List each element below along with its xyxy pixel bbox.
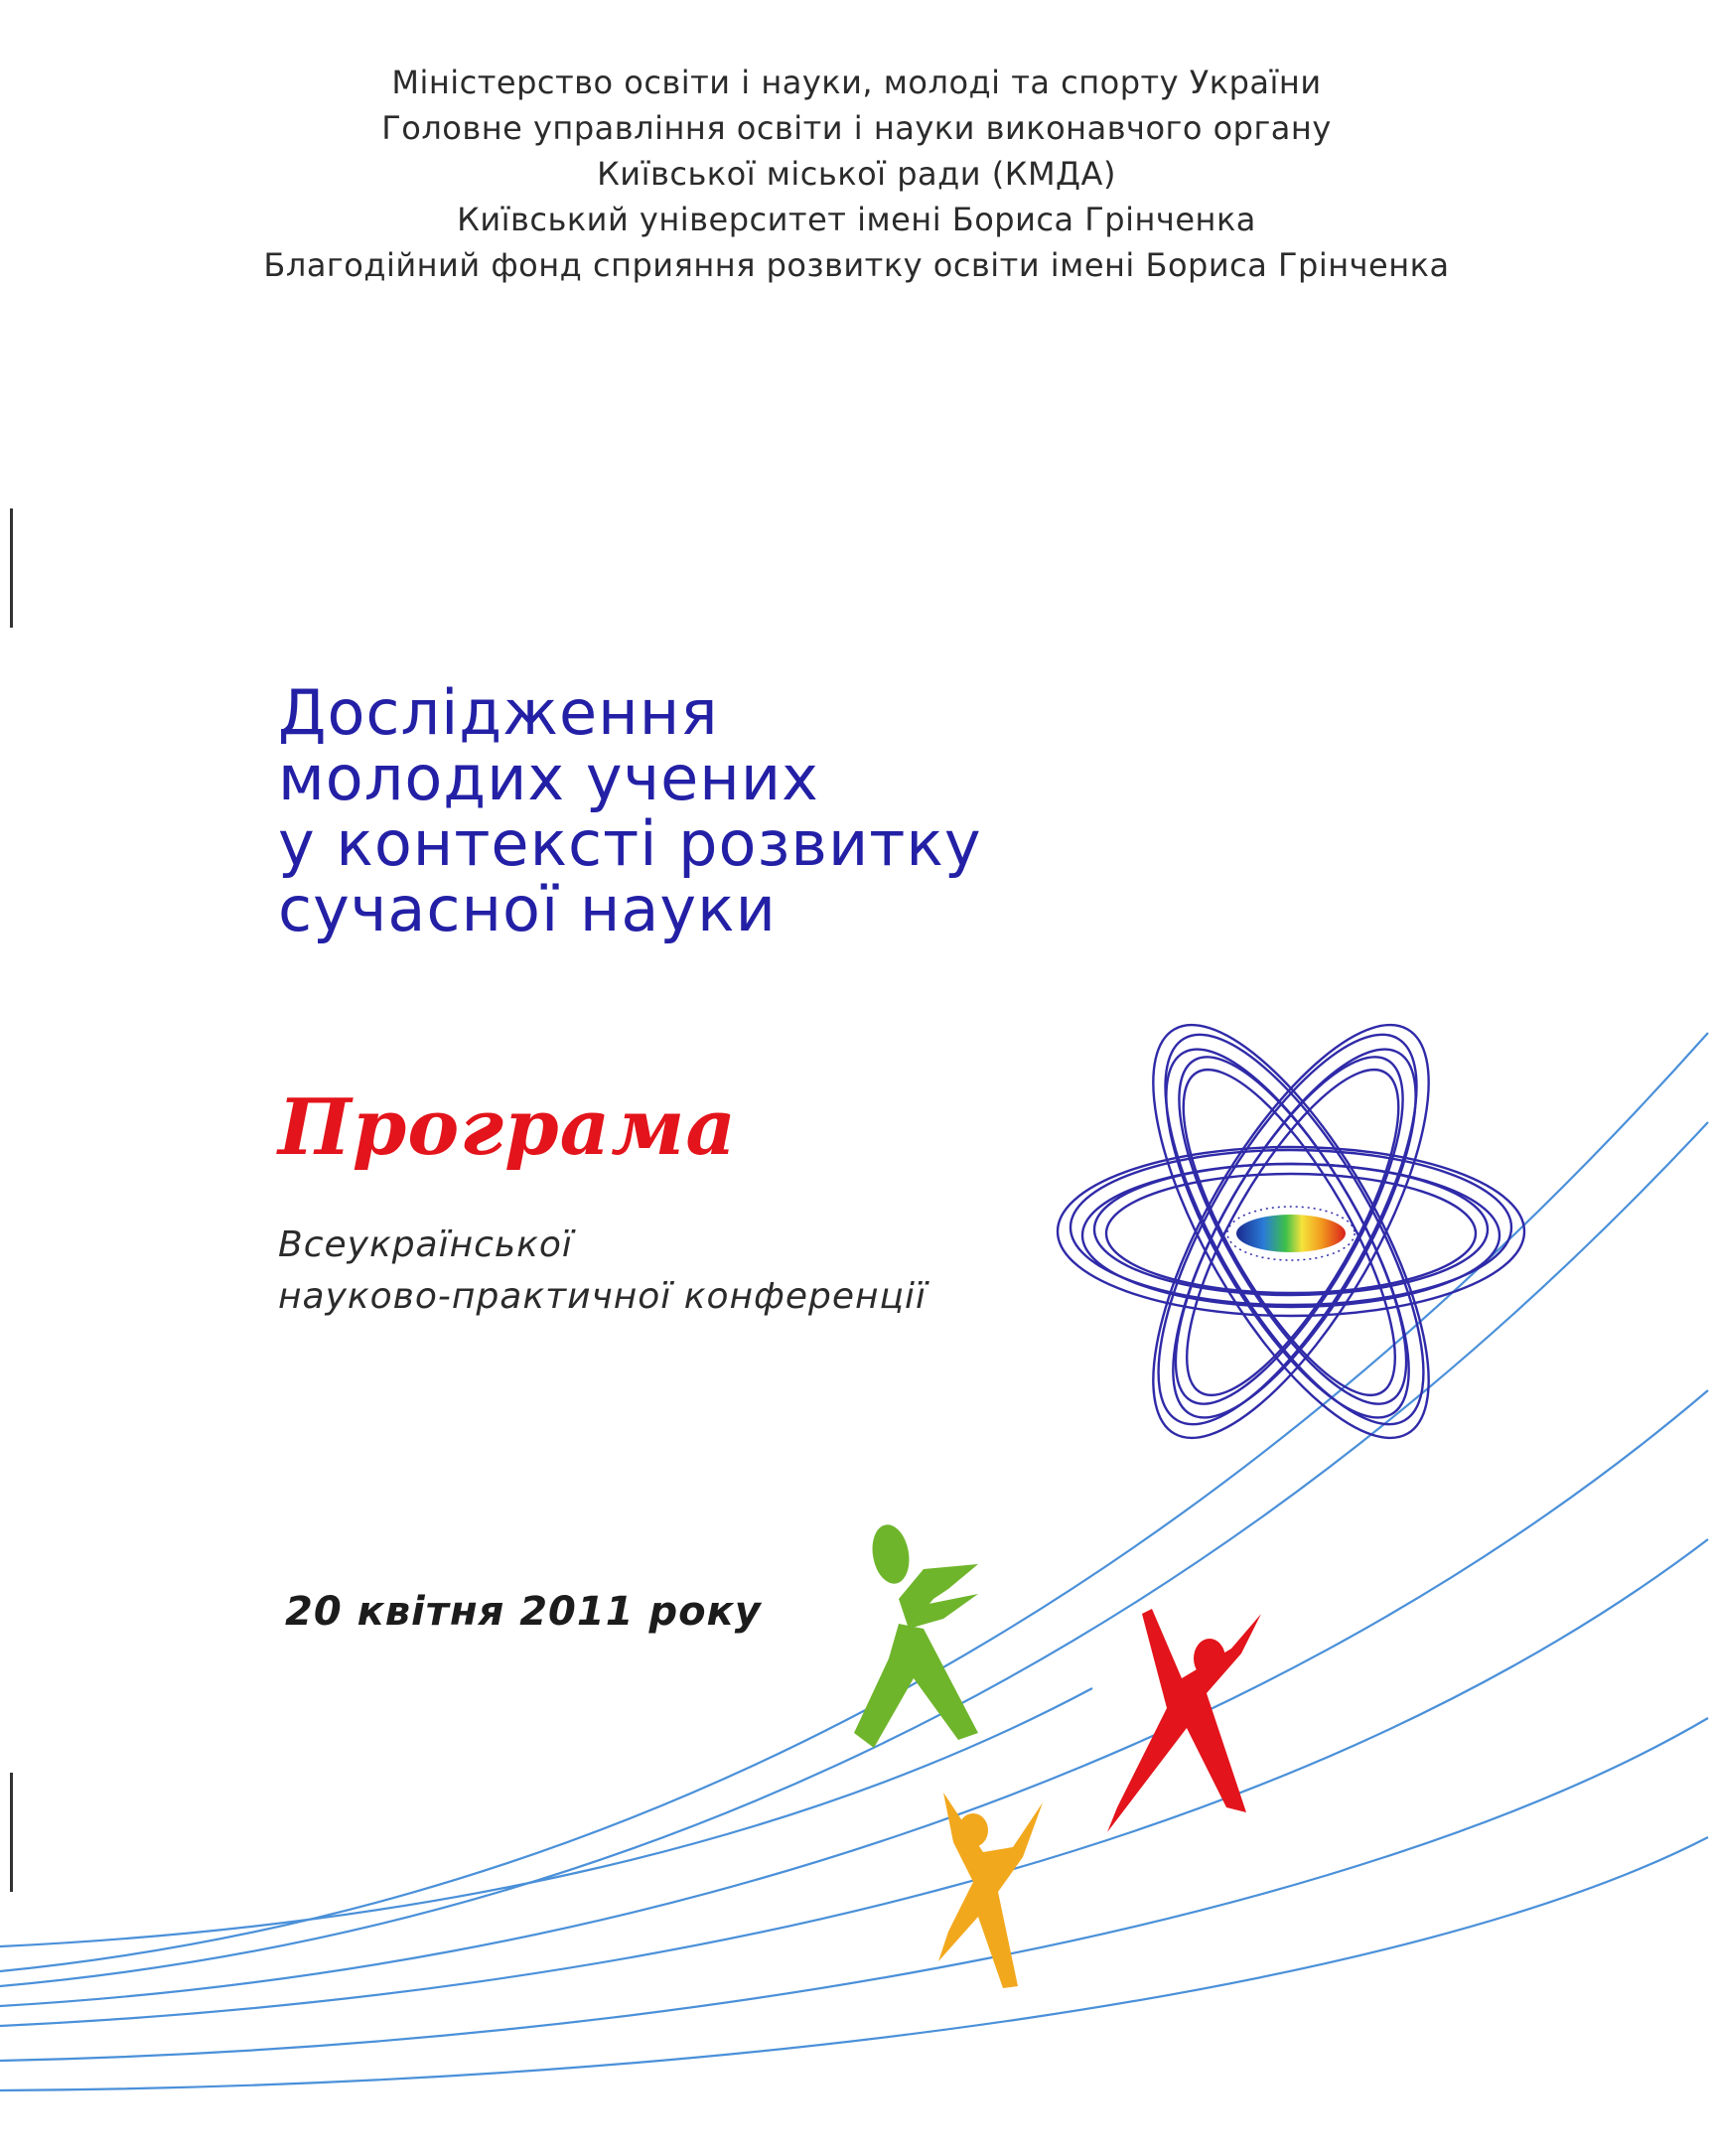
green-figure-icon bbox=[854, 1521, 978, 1748]
header-line: Благодійний фонд сприяння розвитку освіти імені Бориса Грінченка bbox=[263, 246, 1450, 284]
header-line: Головне управління освіти і науки виконавчого органу bbox=[381, 109, 1332, 147]
conference-subtitle bbox=[278, 1220, 927, 1323]
title-line: сучасної науки bbox=[278, 873, 777, 945]
header-line: Київський університет імені Бориса Грінченка bbox=[457, 201, 1256, 238]
red-figure-icon bbox=[1107, 1609, 1261, 1832]
title-line: молодих учених bbox=[278, 742, 819, 814]
title-line: у контексті розвитку bbox=[278, 807, 982, 880]
conference-date: 20 квітня 2011 року bbox=[285, 1589, 762, 1635]
subtitle-line: Всеукраїнської bbox=[278, 1224, 573, 1265]
subtitle-line: науково-практичної конференції bbox=[278, 1276, 928, 1317]
organizations-header bbox=[0, 60, 1713, 288]
rainbow-ellipse-icon bbox=[1227, 1207, 1355, 1260]
conference-title bbox=[278, 676, 982, 945]
header-line: Міністерство освіти і науки, молоді та спорту України bbox=[391, 64, 1322, 101]
program-label: Програма bbox=[278, 1082, 737, 1173]
header-line: Київської міської ради (КМДА) bbox=[597, 155, 1116, 193]
title-line: Дослідження bbox=[278, 676, 719, 749]
